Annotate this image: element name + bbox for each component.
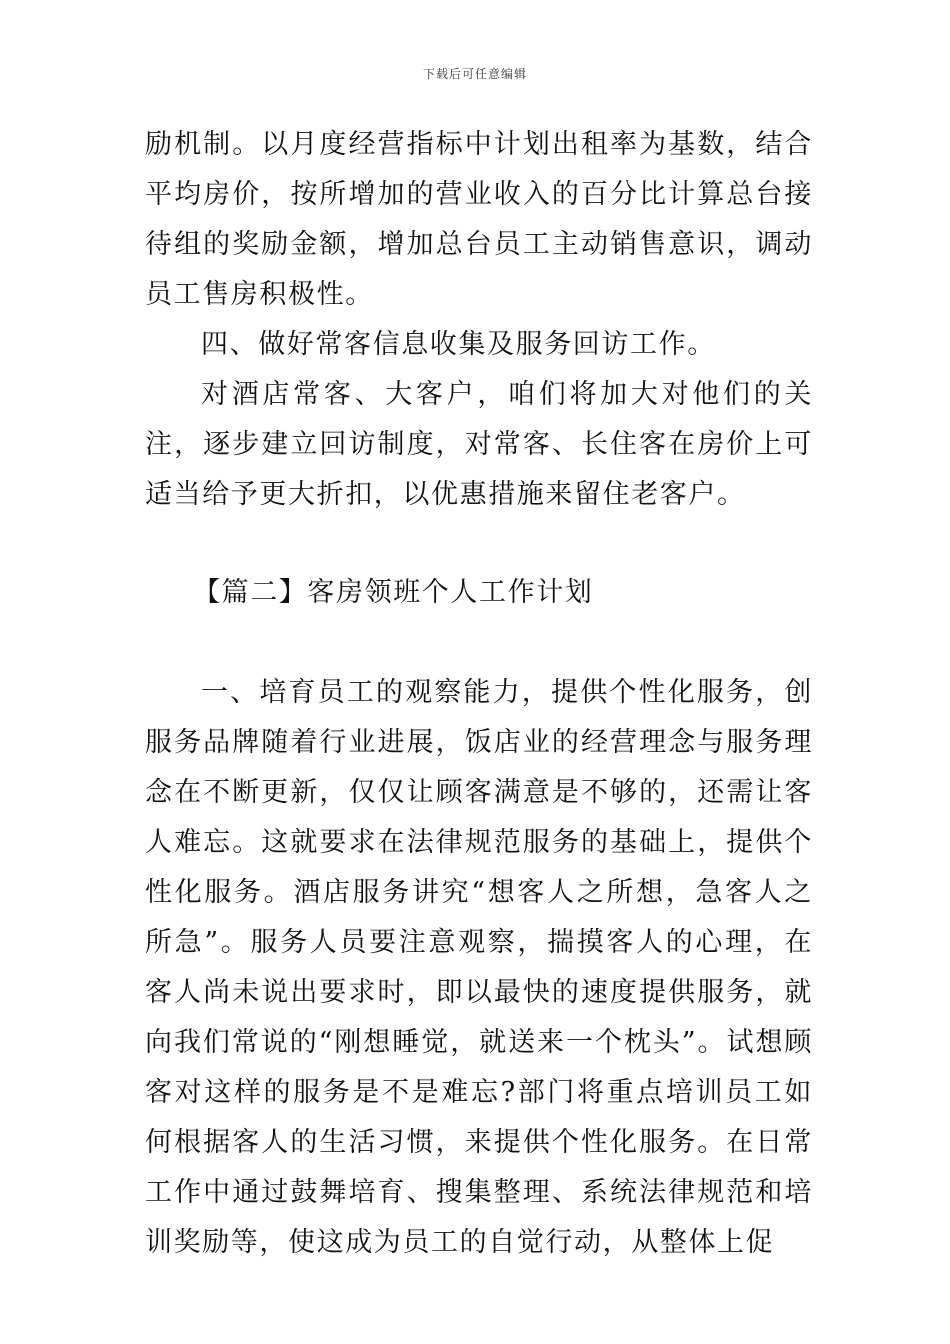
paragraph-regular-guest-heading: 四、做好常客信息收集及服务回访工作。 [201, 329, 716, 360]
paragraph-incentive-mechanism: 励机制。以月度经营指标中计划出租率为基数，结合平均房价，按所增加的营业收入的百分比计算总台接待组的奖励金额，增加总台员工主动销售意识，调动员工售房积极性。 [145, 129, 813, 310]
page-header-note: 下载后可任意编辑 [422, 67, 527, 81]
document-body [145, 120, 813, 1268]
paragraph-regular-guest-policy: 对酒店常客、大客户，咱们将加大对他们的关注，逐步建立回访制度，对常客、长住客在房价上可适当给予更大折扣，以优惠措施来留住老客户。 [145, 379, 813, 510]
section-heading: 【篇二】客房领班个人工作计划 [193, 577, 594, 608]
paragraph-observation-ability: 一、培育员工的观察能力，提供个性化服务，创服务品牌随着行业进展，饭店业的经营理念与服务理念在不断更新，仅仅让顾客满意是不够的，还需让客人难忘。这就要求在法律规范服务的基础上，提供个性化服务。酒店服务讲究“想客人之所想，急客人之所急”。服务人员要注意观察，揣摸客人的心理，在客人尚未说出要求时，即以最快的速度提供服务，就向我们常说的“刚想睡觉，就送来一个枕头”。试想顾客对这样的服务是不是难忘?部门将重点培训员工如何根据客人的生活习惯，来提供个性化服务。在日常工作中通过鼓舞培育、搜集整理、系统法律规范和培训奖励等，使这成为员工的自觉行动，从整体上促 [145, 677, 813, 1258]
